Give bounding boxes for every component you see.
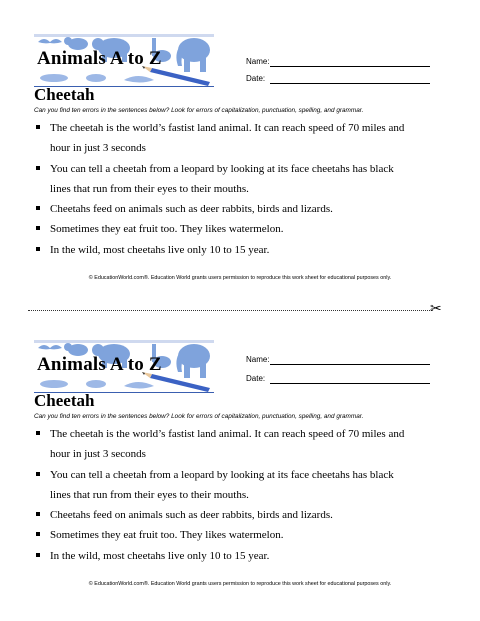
sentence-line: The cheetah is the world’s fastist land animal. It can reach speed of 70 miles and [50, 122, 405, 134]
sentence-line: Cheetahs feed on animals such as deer rabbits, birds and lizards. [50, 203, 333, 216]
sentence-line: You can tell a cheetah from a leopard by looking at its face cheetahs has black [50, 468, 394, 481]
bullet-icon [36, 226, 40, 230]
sentence-line: hour in just 3 seconds [50, 448, 146, 461]
bullet-icon [36, 125, 40, 129]
worksheet-bottom [0, 306, 480, 606]
sentence-list [34, 118, 454, 260]
name-label: Name: [246, 57, 270, 66]
scissors-icon: ✂ [430, 301, 442, 317]
list-item [34, 159, 454, 200]
name-field[interactable] [270, 66, 430, 67]
sentence-line: lines that run from their eyes to their mouths. [50, 488, 249, 501]
bullet-icon [36, 206, 40, 210]
date-field[interactable] [270, 383, 430, 384]
sentence-list [34, 424, 454, 566]
banner-title: Animals A to Z [37, 354, 162, 375]
sentence-line: lines that run from their eyes to their mouths. [50, 182, 249, 195]
bullet-icon [36, 166, 40, 170]
copyright-footer: © EducationWorld.com®. Education World grants users permission to reproduce this work sheet for educational purposes only. [88, 275, 392, 281]
sentence-line: You can tell a cheetah from a leopard by looking at its face cheetahs has black [50, 162, 394, 175]
worksheet-title: Cheetah [34, 391, 95, 410]
list-item [34, 199, 454, 219]
sentence-line: The cheetah is the world’s fastist land animal. It can reach speed of 70 miles and [50, 428, 405, 440]
sentence-line: Sometimes they eat fruit too. They likes watermelon. [50, 223, 284, 236]
bullet-icon [36, 247, 40, 251]
animals-banner [34, 34, 214, 87]
bullet-icon [36, 431, 40, 435]
worksheet-title: Cheetah [34, 85, 95, 104]
sentence-line: Cheetahs feed on animals such as deer rabbits, birds and lizards. [50, 509, 333, 522]
list-item [34, 118, 454, 159]
list-item [34, 465, 454, 506]
date-label: Date: [246, 74, 266, 83]
name-field[interactable] [270, 364, 430, 365]
name-label: Name: [246, 355, 270, 364]
list-item [34, 240, 454, 260]
list-item [34, 525, 454, 545]
list-item [34, 424, 454, 465]
bullet-icon [36, 472, 40, 476]
copyright-footer: © EducationWorld.com®. Education World grants users permission to reproduce this work sheet for educational purposes only. [88, 581, 392, 587]
list-item [34, 546, 454, 566]
list-item [34, 219, 454, 239]
bullet-icon [36, 553, 40, 557]
sentence-line: In the wild, most cheetahs live only 10 to 15 year. [50, 243, 270, 256]
instructions: Can you find ten errors in the sentences below? Look for errors of capitalization, punctuation, spelling, and grammar. [34, 413, 364, 420]
sentence-line: hour in just 3 seconds [50, 142, 146, 155]
sentence-line: In the wild, most cheetahs live only 10 to 15 year. [50, 549, 270, 562]
bullet-icon [36, 532, 40, 536]
list-item [34, 505, 454, 525]
worksheet-top [0, 0, 480, 300]
sentence-line: Sometimes they eat fruit too. They likes watermelon. [50, 529, 284, 542]
instructions: Can you find ten errors in the sentences below? Look for errors of capitalization, punctuation, spelling, and grammar. [34, 107, 364, 114]
animals-banner [34, 340, 214, 393]
date-field[interactable] [270, 83, 430, 84]
date-label: Date: [246, 374, 266, 383]
banner-title: Animals A to Z [37, 48, 162, 69]
bullet-icon [36, 512, 40, 516]
